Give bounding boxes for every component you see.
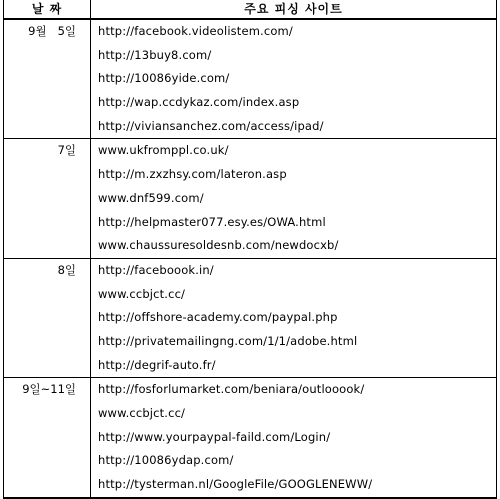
url-item: www.ukfromppl.co.uk/ (98, 143, 229, 158)
url-item: http://10086yide.com/ (98, 71, 230, 86)
url-item: http://13buy8.com/ (98, 47, 212, 62)
url-item: http://offshore-academy.com/paypal.php (98, 310, 338, 325)
url-item: http://wap.ccdykaz.com/index.asp (98, 95, 300, 110)
url-list (91, 378, 496, 496)
date-group-2 (4, 259, 496, 378)
date-cell: 9월 5일 (4, 20, 91, 138)
url-item: http://degrif-auto.fr/ (98, 357, 216, 372)
date-group-0 (4, 20, 496, 139)
url-item: http://10086ydap.com/ (98, 453, 234, 468)
table-header (4, 0, 496, 20)
url-item: http://faceboook.in/ (98, 262, 214, 277)
url-item: www.chaussuresoldesnb.com/newdocxb/ (98, 238, 339, 253)
header-date: 날 짜 (4, 0, 91, 18)
url-item: http://viviansanchez.com/access/ipad/ (98, 118, 324, 133)
date-group-1 (4, 139, 496, 258)
url-item: www.dnf599.com/ (98, 190, 204, 205)
date-cell: 7일 (4, 139, 91, 257)
url-item: http://tysterman.nl/GoogleFile/GOOGLENEWW/ (98, 477, 373, 492)
url-item: http://helpmaster077.esy.es/OWA.html (98, 214, 326, 229)
url-list (91, 20, 496, 138)
url-item: http://www.yourpaypal-faild.com/Login/ (98, 429, 331, 444)
url-item: http://fosforlumarket.com/beniara/outlooook/ (98, 382, 365, 397)
url-item: http://privatemailingng.com/1/1/adobe.html (98, 333, 358, 348)
date-group-3 (4, 378, 496, 496)
header-sites: 주요 피싱 사이트 (244, 2, 343, 16)
url-list (91, 139, 496, 257)
url-item: www.ccbjct.cc/ (98, 406, 186, 420)
url-list (91, 259, 496, 377)
phishing-sites-table (3, 0, 497, 499)
date-cell: 8일 (4, 259, 91, 377)
url-item: http://m.zxzhsy.com/lateron.asp (98, 167, 287, 182)
url-item: http://facebook.videolistem.com/ (98, 24, 293, 38)
url-item: www.ccbjct.cc/ (98, 286, 186, 301)
date-cell: 9일~11일 (4, 378, 91, 496)
